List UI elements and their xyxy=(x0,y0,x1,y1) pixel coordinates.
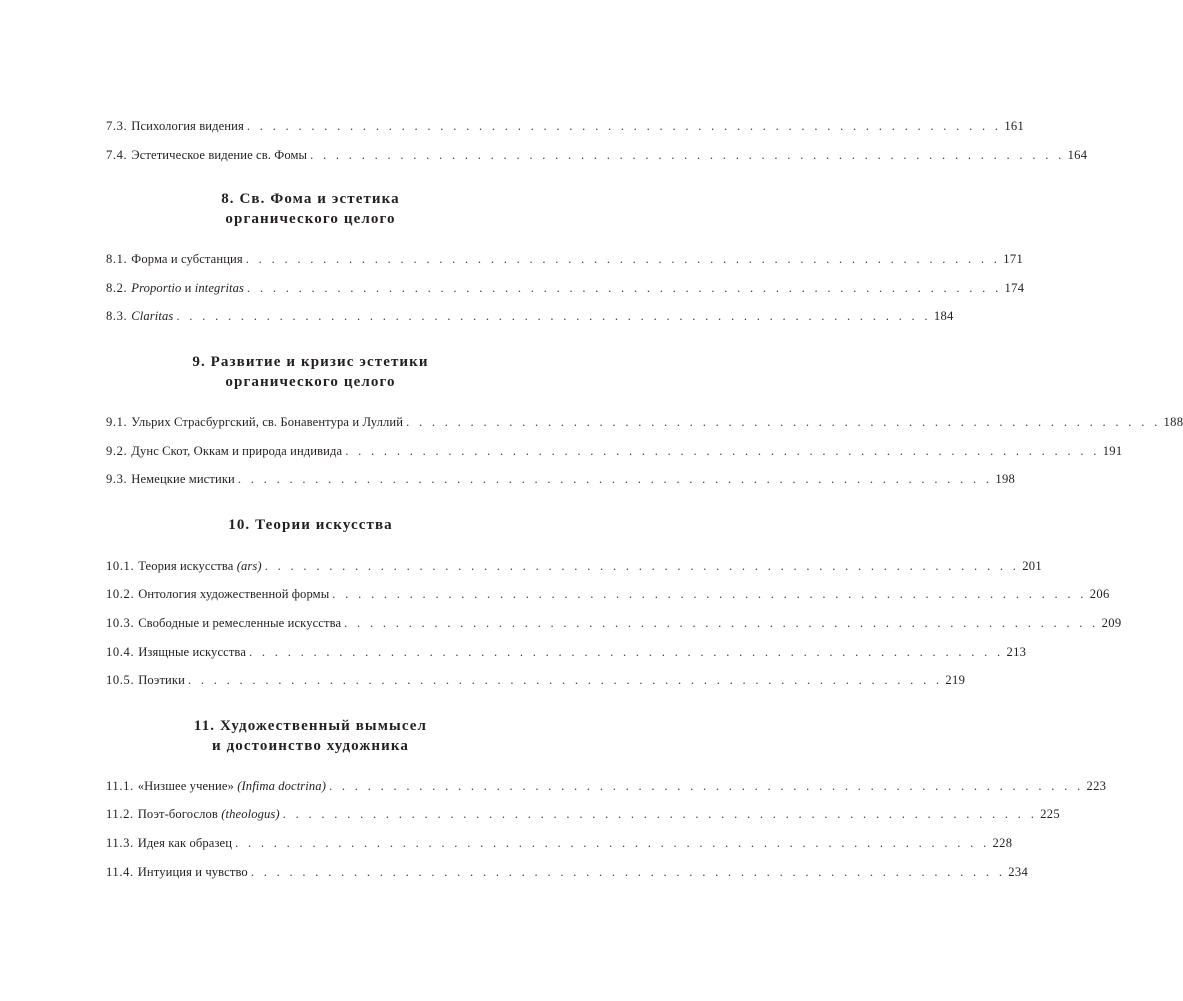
entry-title: Форма и субстанция xyxy=(131,252,243,267)
dot-leader: . . . . . . . . . . . . . . . . . . . . . . . . . . . . . . . . . . . . . . . . . . . . . . . . . . . . . . . . . . . xyxy=(237,472,993,487)
entry-page-number: 164 xyxy=(1067,147,1088,162)
entry-number: 10.4. xyxy=(106,644,135,659)
entry-page-number: 188 xyxy=(1163,414,1183,429)
chapter-heading-line: 8. Св. Фома и эстетика xyxy=(221,191,400,208)
chapter-heading-line: органического целого xyxy=(225,211,396,228)
entry-number: 11.3. xyxy=(106,835,134,850)
chapter-heading-line: 11. Художественный вымысел xyxy=(193,717,428,734)
toc-entry-8-2[interactable] xyxy=(106,280,1025,309)
title-text: Теория искусства xyxy=(138,558,237,573)
dot-leader: . . . . . . . . . . . . . . . . . . . . . . . . . . . . . . . . . . . . . . . . . . . . . . . . . . . . . . . . . . . xyxy=(282,807,1038,822)
toc-entry-10-5[interactable] xyxy=(106,672,966,701)
dot-leader: . . . . . . . . . . . . . . . . . . . . . . . . . . . . . . . . . . . . . . . . . . . . . . . . . . . . . . . . . . . xyxy=(329,778,1084,793)
entry-number: 8.2. xyxy=(106,280,128,295)
dot-leader: . . . . . . . . . . . . . . . . . . . . . . . . . . . . . . . . . . . . . . . . . . . . . . . . . . . . . . . . . . . xyxy=(235,835,990,850)
entry-title: Эстетическое видение св. Фомы xyxy=(131,147,308,162)
entry-page-number: 184 xyxy=(933,309,954,324)
latin-term: Proportio xyxy=(131,280,182,295)
latin-term: (Infima doctrina) xyxy=(237,778,326,793)
dot-leader: . . . . . . . . . . . . . . . . . . . . . . . . . . . . . . . . . . . . . . . . . . . . . . . . . . . . . . . . . . . xyxy=(246,119,1002,133)
entry-number: 8.1. xyxy=(106,252,128,267)
chapter-heading-line: и достоинство художника xyxy=(212,737,409,754)
toc-entry-9-3[interactable] xyxy=(106,471,1016,500)
entry-title xyxy=(131,308,173,324)
dot-leader: . . . . . . . . . . . . . . . . . . . . . . . . . . . . . . . . . . . . . . . . . . . . . . . . . . . . . . . . . . . xyxy=(176,309,931,324)
entry-number: 9.2. xyxy=(106,443,128,458)
entry-title: Немецкие мистики xyxy=(131,472,235,487)
latin-term: (ars) xyxy=(236,558,262,573)
entry-title xyxy=(138,778,326,794)
entry-number: 7.3. xyxy=(106,119,128,133)
toc-entry-11-1[interactable] xyxy=(106,778,1107,807)
dot-leader: . . . . . . . . . . . . . . . . . . . . . . . . . . . . . . . . . . . . . . . . . . . . . . . . . . . . . . . . . . . xyxy=(310,147,1065,162)
toc-entry-8-1[interactable] xyxy=(106,251,1024,280)
chapter-heading-line: органического целого xyxy=(225,373,396,390)
dot-leader: . . . . . . . . . . . . . . . . . . . . . . . . . . . . . . . . . . . . . . . . . . . . . . . . . . . . . . . . . . . xyxy=(247,280,1002,295)
dot-leader: . . . . . . . . . . . . . . . . . . . . . . . . . . . . . . . . . . . . . . . . . . . . . . . . . . . . . . . . . . . xyxy=(264,558,1020,573)
toc-entry-9-2[interactable] xyxy=(106,443,1123,472)
chapter-heading-9[interactable] xyxy=(106,352,515,392)
entry-title xyxy=(138,806,280,822)
entry-title: Идея как образец xyxy=(137,835,233,850)
entry-number: 7.4. xyxy=(106,147,128,162)
toc-entry-10-2[interactable] xyxy=(106,586,1110,615)
entry-title: Дунс Скот, Оккам и природа индивида xyxy=(131,443,343,458)
title-text: Поэт-богослов xyxy=(137,807,222,822)
latin-term: (theologus) xyxy=(221,807,280,822)
toc-entry-11-2[interactable] xyxy=(106,806,1060,835)
entry-number: 9.3. xyxy=(106,472,128,487)
chapter-heading-line: 9. Развитие и кризис эстетики xyxy=(192,353,429,370)
entry-title: Онтология художественной формы xyxy=(138,587,330,602)
entry-page-number: 191 xyxy=(1102,443,1123,458)
dot-leader: . . . . . . . . . . . . . . . . . . . . . . . . . . . . . . . . . . . . . . . . . . . . . . . . . . . . . . . . . . . xyxy=(187,673,943,688)
entry-title: Ульрих Страсбургский, св. Бонавентура и Луллий xyxy=(131,414,404,429)
entry-page-number: 225 xyxy=(1040,807,1060,822)
entry-title xyxy=(138,558,262,574)
entry-number: 10.1. xyxy=(106,558,135,573)
entry-page-number: 161 xyxy=(1004,119,1025,133)
entry-page-number: 209 xyxy=(1101,615,1122,630)
entry-page-number: 234 xyxy=(1008,864,1029,879)
toc-entry-11-3[interactable] xyxy=(106,835,1013,864)
chapter-heading-11[interactable] xyxy=(106,716,515,756)
entry-page-number: 223 xyxy=(1086,778,1107,793)
chapter-heading-8[interactable] xyxy=(106,189,515,229)
entry-title: Свободные и ремесленные искусства xyxy=(138,615,342,630)
entry-number: 9.1. xyxy=(106,414,128,429)
dot-leader: . . . . . . . . . . . . . . . . . . . . . . . . . . . . . . . . . . . . . . . . . . . . . . . . . . . . . . . . . . . xyxy=(249,644,1004,659)
dot-leader: . . . . . . . . . . . . . . . . . . . . . . . . . . . . . . . . . . . . . . . . . . . . . . . . . . . . . . . . . . . xyxy=(332,587,1087,602)
entry-number: 10.2. xyxy=(106,587,135,602)
dot-leader: . . . . . . . . . . . . . . . . . . . . . . . . . . . . . . . . . . . . . . . . . . . . . . . . . . . . . . . . . . . xyxy=(345,443,1100,458)
dot-leader: . . . . . . . . . . . . . . . . . . . . . . . . . . . . . . . . . . . . . . . . . . . . . . . . . . . . . . . . . . . xyxy=(250,864,1006,879)
toc-entry-7-3[interactable] xyxy=(106,118,1025,147)
entry-number: 10.5. xyxy=(106,673,135,688)
table-of-contents xyxy=(106,118,1183,892)
entry-title xyxy=(131,280,244,296)
dot-leader: . . . . . . . . . . . . . . . . . . . . . . . . . . . . . . . . . . . . . . . . . . . . . . . . . . . . . . . . . . . xyxy=(344,615,1099,630)
title-text: «Низшее учение» xyxy=(137,778,238,793)
entry-page-number: 198 xyxy=(995,472,1016,487)
conjunction: и xyxy=(181,280,195,295)
entry-title: Поэтики xyxy=(138,673,185,688)
entry-number: 8.3. xyxy=(106,309,128,324)
entry-page-number: 228 xyxy=(992,835,1013,850)
entry-page-number: 219 xyxy=(945,673,966,688)
toc-entry-10-1[interactable] xyxy=(106,558,1042,587)
entry-number: 11.1. xyxy=(106,778,134,793)
entry-page-number: 206 xyxy=(1089,587,1110,602)
entry-page-number: 213 xyxy=(1006,644,1027,659)
toc-entry-10-4[interactable] xyxy=(106,644,1027,673)
latin-term: integritas xyxy=(194,280,245,295)
toc-entry-7-4[interactable] xyxy=(106,147,1088,176)
chapter-heading-10[interactable] xyxy=(106,515,515,535)
entry-page-number: 174 xyxy=(1004,280,1025,295)
dot-leader: . . . . . . . . . . . . . . . . . . . . . . . . . . . . . . . . . . . . . . . . . . . . . . . . . . . . . . . . . . . xyxy=(406,414,1161,429)
chapter-heading-line: 10. Теории искусства xyxy=(228,516,393,533)
entry-title: Психология видения xyxy=(131,119,244,133)
entry-title: Изящные искусства xyxy=(138,644,247,659)
toc-entry-9-1[interactable] xyxy=(106,414,1183,443)
entry-number: 11.2. xyxy=(106,807,134,822)
entry-page-number: 171 xyxy=(1003,252,1024,267)
latin-term: Claritas xyxy=(131,309,174,324)
toc-entry-8-3[interactable] xyxy=(106,308,954,337)
entry-page-number: 201 xyxy=(1022,558,1042,573)
entry-number: 10.3. xyxy=(106,615,135,630)
dot-leader: . . . . . . . . . . . . . . . . . . . . . . . . . . . . . . . . . . . . . . . . . . . . . . . . . . . . . . . . . . . xyxy=(245,252,1001,267)
entry-number: 11.4. xyxy=(106,864,134,879)
toc-entry-10-3[interactable] xyxy=(106,615,1122,644)
toc-entry-11-4[interactable] xyxy=(106,864,1029,893)
entry-title: Интуиция и чувство xyxy=(137,864,248,879)
